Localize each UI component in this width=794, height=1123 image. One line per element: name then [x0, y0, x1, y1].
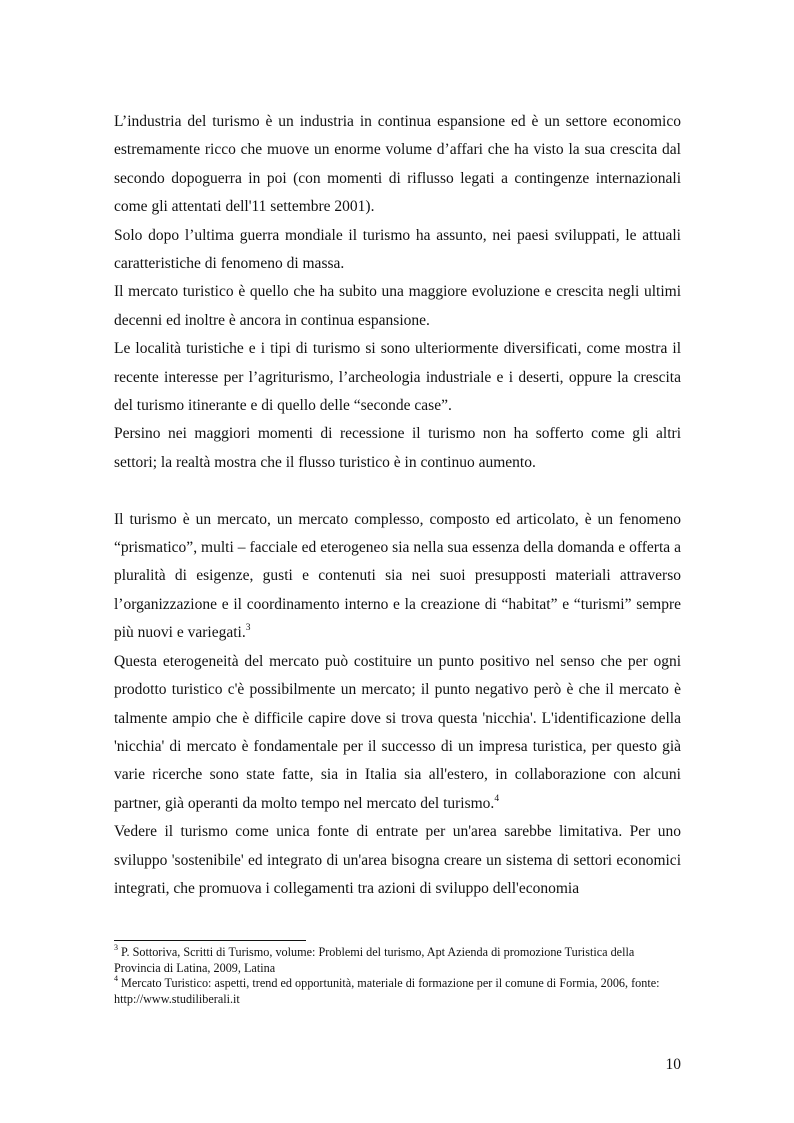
paragraph: Solo dopo l’ultima guerra mondiale il turismo ha assunto, nei paesi sviluppati, le attuali caratteristiche di fenomeno di massa. — [114, 226, 681, 273]
footnote — [114, 942, 681, 976]
body-text — [114, 108, 681, 903]
paragraph: L’industria del turismo è un industria in continua espansione ed è un settore economico estremamente ricco che muove un enorme volume d’affari che ha visto la sua crescita dal secondo dopoguerra in poi (con momenti di riflusso legati a contingenze internazionali come gli attentati dell'11 settembre 2001). — [114, 113, 681, 216]
paragraph — [114, 648, 681, 818]
paragraph — [114, 506, 681, 648]
paragraph-text: Questa eterogeneità del mercato può costituire un punto positivo nel senso che per ogni prodotto turistico c'è possibilmente un mercato; il punto negativo però è che il mercato è talmente ampio che è difficile capire dove si trova questa 'nicchia'. L'identificazione della 'nicchia' di mercato è fondamentale per il successo di un impresa turistica, per questo già varie ricerche sono state fatte, sia in Italia sia all'estero, in collaborazione con alcuni partner, già operanti da molto tempo nel mercato del turismo. — [114, 652, 681, 812]
paragraph: Le località turistiche e i tipi di turismo si sono ulteriormente diversificati, come mostra il recente interesse per l’agriturismo, l’archeologia industriale e i deserti, oppure la crescita del turismo itinerante e di quello delle “seconde case”. — [114, 340, 681, 415]
page-number: 10 — [665, 1056, 681, 1073]
paragraph-text: Il turismo è un mercato, un mercato complesso, composto ed articolato, è un fenomeno “prismatico”, multi – facciale ed eterogeneo sia nella sua essenza della domanda e offerta a pluralità di esigenze, gusti e contenuti sia nei suoi presupposti materiali attraverso l’organizzazione e il coordinamento interno e la creazione di “habitat” e “turismi” sempre più nuovi e variegati. — [114, 510, 681, 642]
footnote-reference: 4 — [494, 793, 500, 804]
footnote — [114, 973, 681, 1007]
footnote-text: Mercato Turistico: aspetti, trend ed opportunità, materiale di formazione per il comune di Formia, 2006, fonte: http://www.studiliberali.it — [114, 976, 660, 1006]
paragraph: Persino nei maggiori momenti di recessione il turismo non ha sofferto come gli altri settori; la realtà mostra che il flusso turistico è in continuo aumento. — [114, 425, 681, 471]
paragraph: Il mercato turistico è quello che ha subito una maggiore evoluzione e crescita negli ultimi decenni ed inoltre è ancora in continua espansione. — [114, 283, 681, 329]
footnote-separator — [114, 940, 306, 941]
footnote-number: 3 — [114, 942, 118, 952]
paragraph-spacer — [114, 477, 681, 505]
footnote-number: 4 — [114, 973, 118, 983]
footnote-reference: 3 — [245, 623, 251, 634]
paragraph: Vedere il turismo come unica fonte di entrate per un'area sarebbe limitativa. Per uno sviluppo 'sostenibile' ed integrato di un'area bisogna creare un sistema di settori economici integrati, che promuova i collegamenti tra azioni di sviluppo dell'economia — [114, 823, 681, 897]
footnotes — [114, 942, 681, 1007]
footnote-text: P. Sottoriva, Scritti di Turismo, volume: Problemi del turismo, Apt Azienda di promozione Turistica della Provincia di Latina, 2009, Latina — [114, 945, 635, 975]
